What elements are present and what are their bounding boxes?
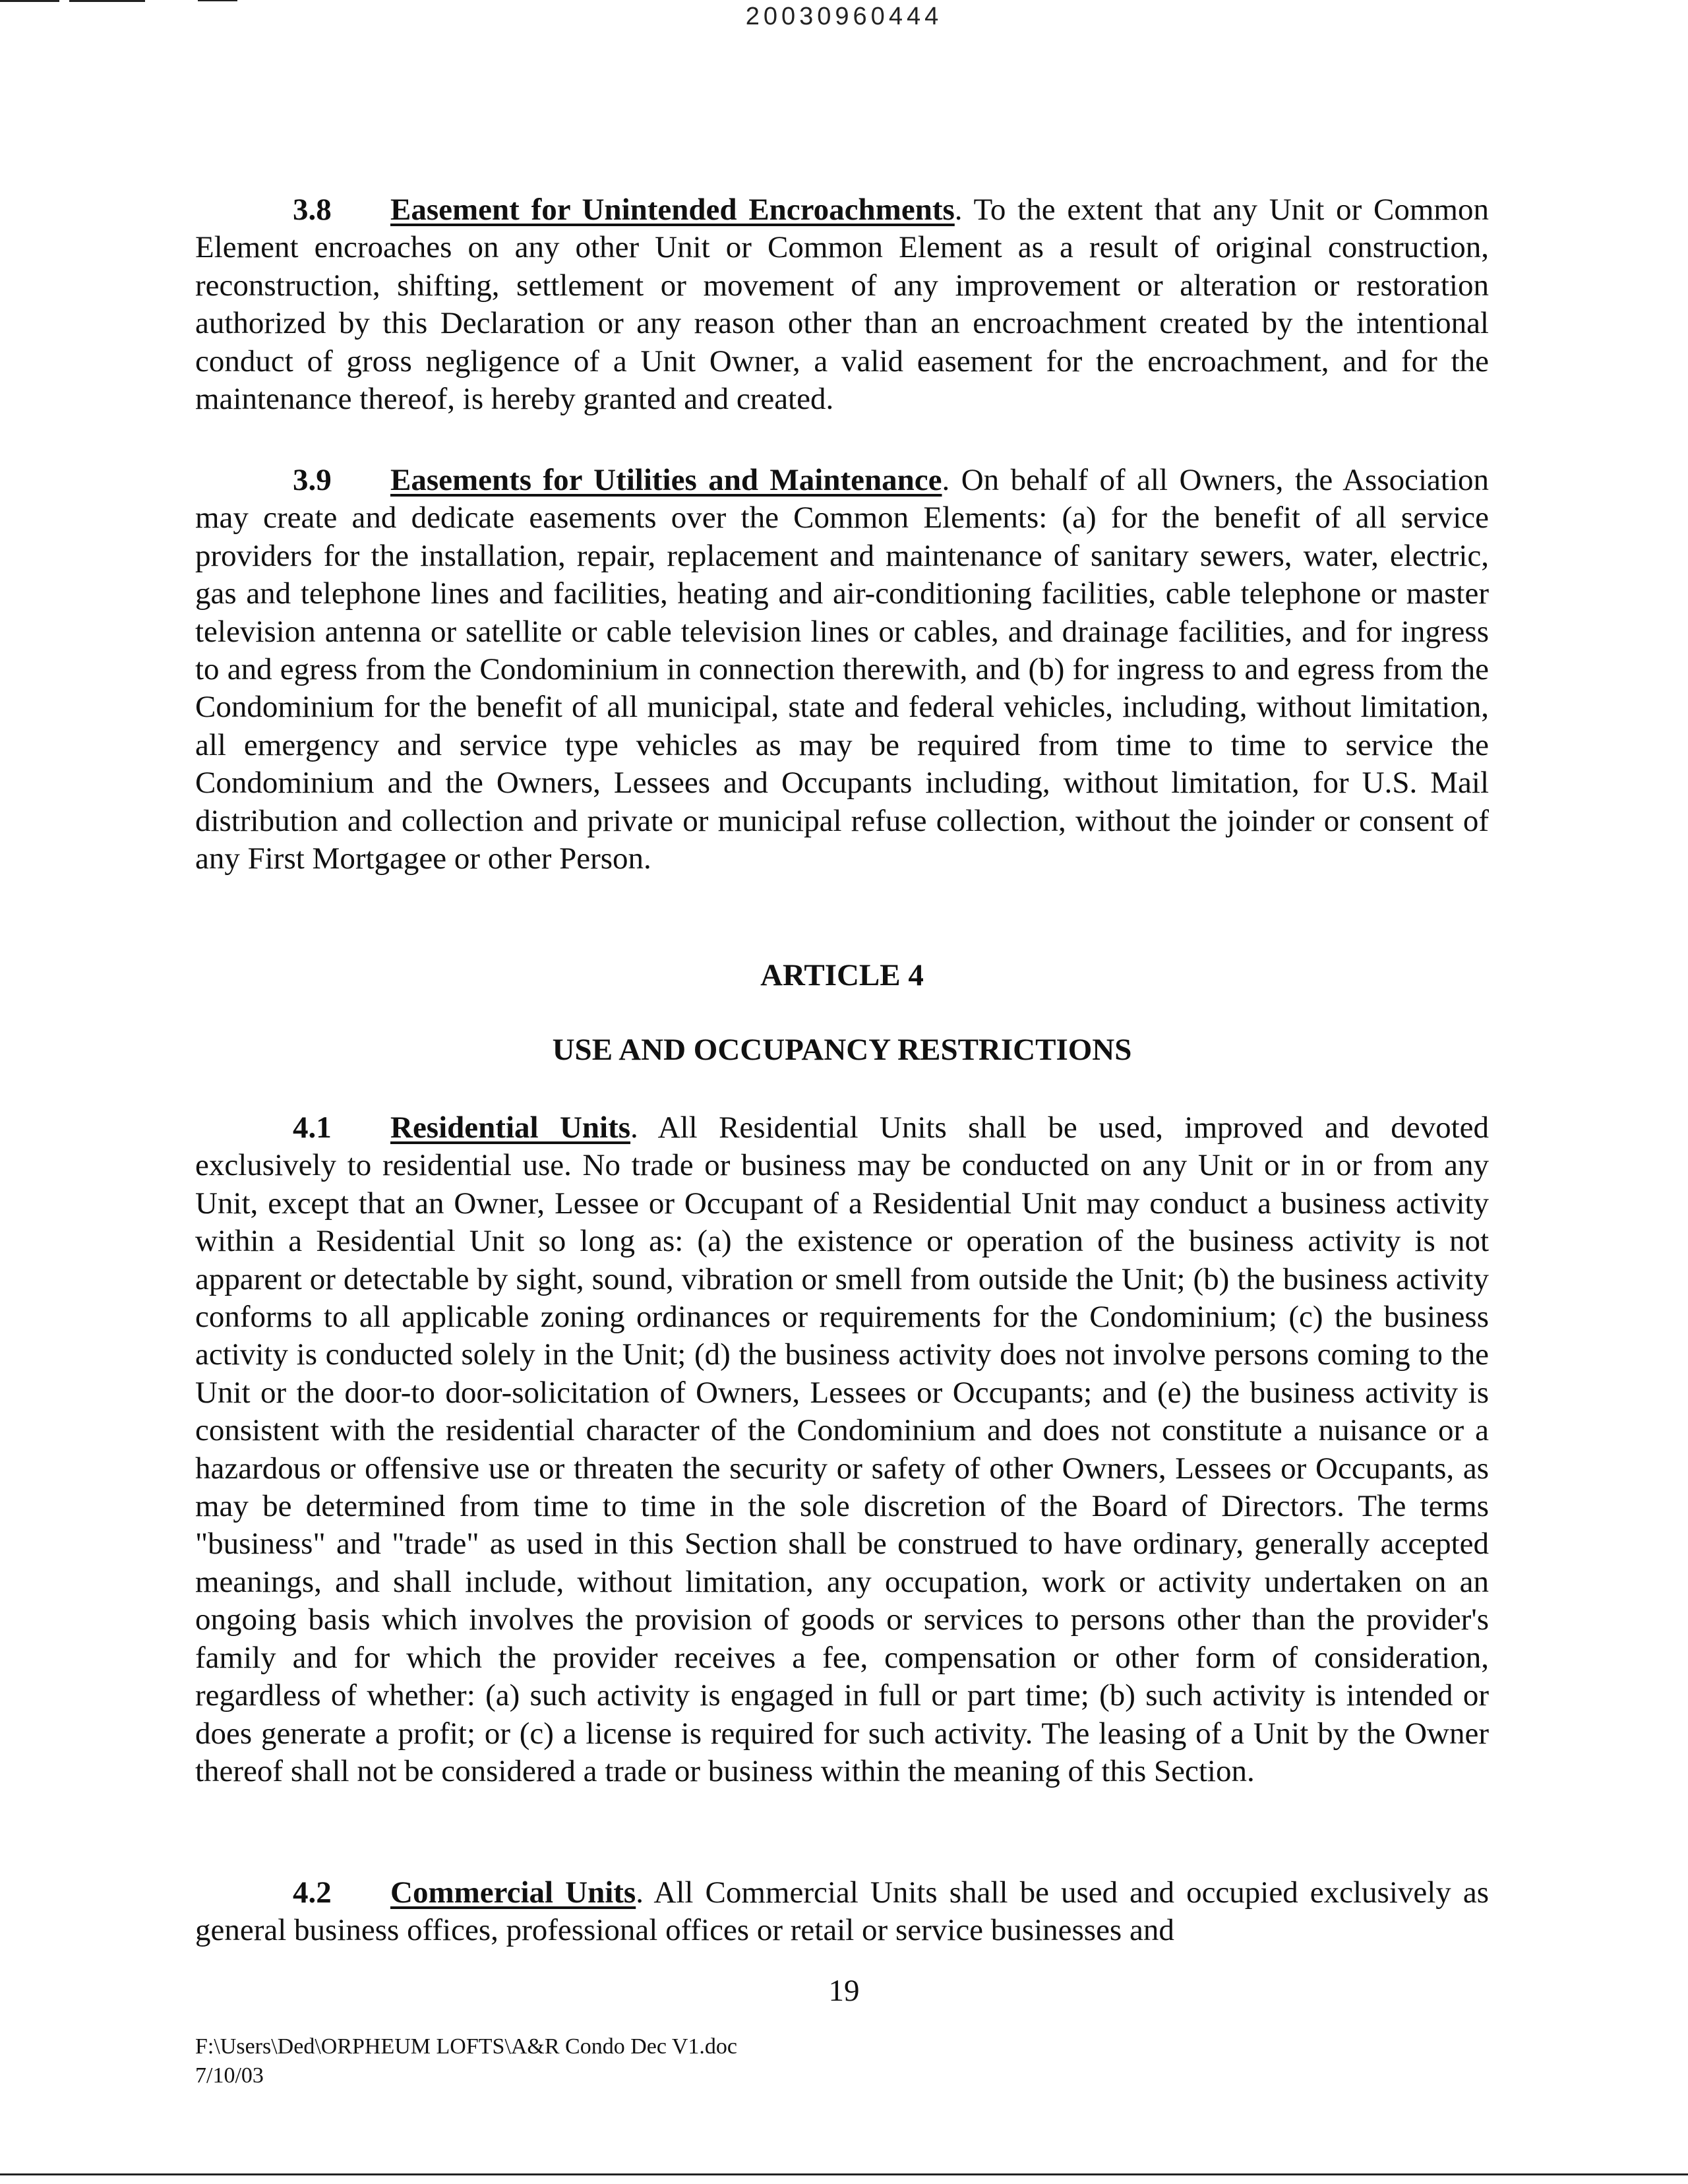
scan-edge-line bbox=[0, 2173, 1688, 2175]
paragraph bbox=[195, 1109, 1489, 1790]
section-text: . On behalf of all Owners, the Association may create and dedicate easements over the Common Elements: (a) for the benefit of all service providers for the installation, repair, replacement and maintenance of sanitary sewers, water, electric, gas and telephone lines and facilities, heating and air-conditioning facilities, cable telephone or master television antenna or satellite or cable television lines or cables, and drainage facilities, and for ingress to and egress from the Condominium in connection therewith, and (b) for ingress to and egress from the Condominium for the benefit of all municipal, state and federal vehicles, including, without limitation, all emergency and service type vehicles as may be required from time to time to service the Condominium and the Owners, Lessees and Occupants including, without limitation, for U.S. Mail distribution and collection and private or municipal refuse collection, without the joinder or consent of any First Mortgagee or other Person. bbox=[195, 463, 1490, 876]
section-number: 3.9 bbox=[293, 463, 332, 497]
section-heading: Residential Units bbox=[390, 1110, 631, 1145]
paragraph bbox=[195, 1874, 1489, 1950]
article-label: ARTICLE 4 bbox=[760, 958, 924, 992]
section-text: . All Residential Units shall be used, improved and devoted exclusively to residential use. No trade or business may be conducted on any Unit or in or from any Unit, except that an Owner, Lessee or Occupant of a Residential Unit may conduct a business activity within a Residential Unit so long as: (a) the existence or operation of the business activity is not apparent or detectable by sight, sound, vibration or smell from outside the Unit; (b) the business activity conforms to all applicable zoning ordinances or requirements for the Condominium; (c) the business activity is conducted solely in the Unit; (d) the business activity does not involve persons coming to the Unit or the door-to door-solicitation of Owners, Lessees or Occupants; and (e) the business activity is consistent with the residential character of the Condominium and does not constitute a nuisance or a hazardous or offensive use or threaten the security or safety of other Owners, Lessees or Occupants, as may be determined from time to time in the sole discretion of the Board of Directors. The terms "business" and "trade" as used in this Section shall be construed to have ordinary, generally accepted meanings, and shall include, without limitation, any occupation, work or activity undertaken on an ongoing basis which involves the provision of goods or services to persons other than the provider's family and for which the provider receives a fee, compensation or other form of consideration, regardless of whether: (a) such activity is engaged in full or part time; (b) such activity is intended or does generate a profit; or (c) a license is required for such activity. The leasing of a Unit by the Owner thereof shall not be considered a trade or business within the meaning of this Section. bbox=[195, 1110, 1489, 1788]
section-number: 4.1 bbox=[293, 1110, 332, 1145]
paragraph bbox=[195, 191, 1489, 418]
section-text: . To the extent that any Unit or Common Element encroaches on any other Unit or Common Element as a result of original construction, reconstruction, shifting, settlement or movement of any improvement or alteration or restoration authorized by this Declaration or any reason other than an encroachment created by the intentional conduct of gross negligence of a Unit Owner, a valid easement for the encroachment, and for the maintenance thereof, is hereby granted and created. bbox=[195, 193, 1489, 417]
article-title: USE AND OCCUPANCY RESTRICTIONS bbox=[552, 1033, 1132, 1067]
scan-edge-line bbox=[69, 0, 145, 2]
page-number: 19 bbox=[828, 1974, 860, 2008]
section-3-9 bbox=[195, 462, 1489, 878]
scan-edge-line bbox=[198, 0, 237, 1]
section-number: 4.2 bbox=[293, 1875, 332, 1910]
footer bbox=[195, 2032, 737, 2090]
footer-date: 7/10/03 bbox=[195, 2063, 264, 2088]
section-text: . All Commercial Units shall be used and occupied exclusively as general business offices, professional offices or retail or service businesses and bbox=[195, 1875, 1489, 1948]
file-path: F:\Users\Ded\ORPHEUM LOFTS\A&R Condo Dec V1.doc bbox=[195, 2034, 737, 2059]
section-4-2 bbox=[195, 1874, 1489, 1950]
paragraph bbox=[195, 462, 1489, 878]
section-number: 3.8 bbox=[293, 193, 332, 227]
section-heading: Easements for Utilities and Maintenance bbox=[390, 463, 942, 497]
section-3-8 bbox=[195, 191, 1489, 418]
scan-edge-line bbox=[0, 0, 59, 2]
section-heading: Commercial Units bbox=[390, 1875, 636, 1910]
section-4-1 bbox=[195, 1109, 1489, 1790]
document-number: 20030960444 bbox=[745, 3, 943, 30]
section-heading: Easement for Unintended Encroachments bbox=[390, 193, 955, 227]
